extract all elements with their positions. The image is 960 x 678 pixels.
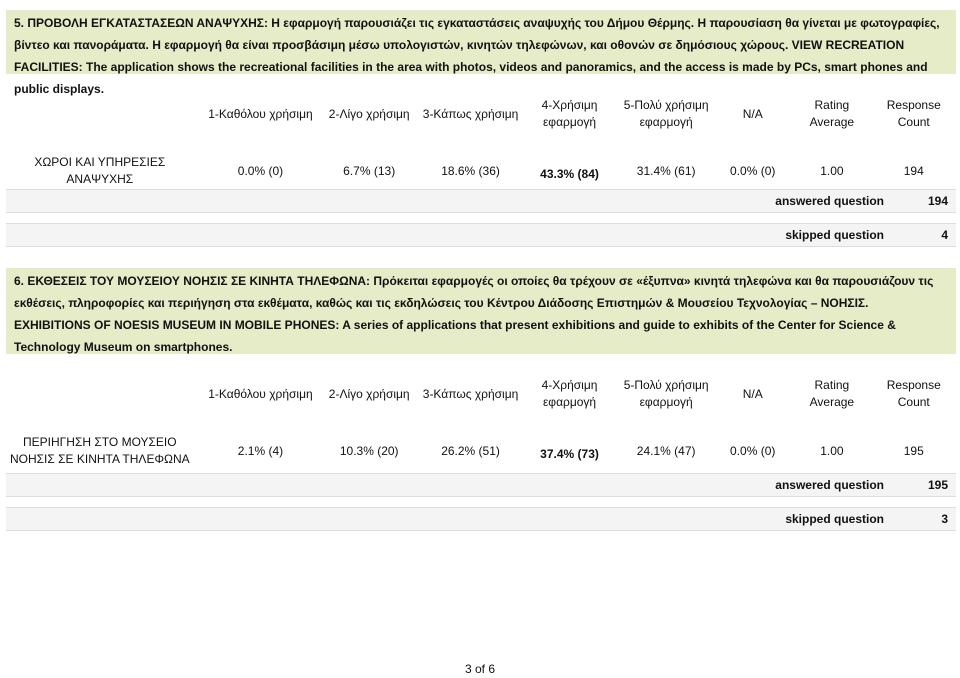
col-header: 5-Πολύ χρήσιμη εφαρμογή (623, 98, 709, 129)
answered-label: answered question (775, 478, 884, 492)
cell-value: 0.0% (0) (713, 424, 792, 479)
question-5-text-en: VIEW RECREATION FACILITIES: The application shows the recreational facilities in the area with photos, videos and panoramics, and the access is made by PCs, smart phones and public displays. (14, 38, 928, 96)
cell-value: 10.3% (20) (317, 424, 421, 479)
answered-count: 194 (927, 194, 948, 208)
col-header: 2-Λίγο χρήσιμη (328, 386, 410, 401)
col-header: 2-Λίγο χρήσιμη (328, 106, 410, 121)
row-label: ΧΩΡΟΙ ΚΑΙ ΥΠΗΡΕΣΙΕΣ ΑΝΑΨΥΧΗΣ (6, 144, 204, 199)
cell-value: 2.1% (4) (204, 424, 318, 479)
skipped-label: skipped question (785, 228, 884, 242)
cell-value: 1.00 (792, 144, 871, 199)
question-6-table (6, 364, 956, 479)
skipped-question-row (6, 223, 956, 247)
cell-value-max: 43.3% (84) (520, 144, 619, 199)
col-header: 5-Πολύ χρήσιμη εφαρμογή (623, 378, 709, 409)
skipped-count: 3 (941, 512, 948, 526)
cell-value: 0.0% (0) (204, 144, 318, 199)
question-5-header (6, 10, 956, 96)
col-header: 3-Κάπως χρήσιμη (422, 386, 519, 401)
skipped-count: 4 (941, 228, 948, 242)
cell-value: 24.1% (47) (619, 424, 713, 479)
cell-value: 31.4% (61) (619, 144, 713, 199)
skipped-label: skipped question (785, 512, 884, 526)
col-header: 4-Χρήσιμη εφαρμογή (541, 98, 598, 129)
col-header: Rating Average (809, 378, 855, 409)
col-header: 1-Καθόλου χρήσιμη (208, 386, 313, 401)
question-6-column-headers (6, 364, 956, 424)
answered-label: answered question (775, 194, 884, 208)
question-5-table (6, 84, 956, 199)
cell-value: 195 (872, 424, 956, 479)
cell-value: 1.00 (792, 424, 871, 479)
col-header: N/A (742, 106, 763, 121)
question-5-column-headers (6, 84, 956, 144)
cell-value: 26.2% (51) (421, 424, 520, 479)
col-header: Rating Average (809, 98, 855, 129)
answered-count: 195 (927, 478, 948, 492)
question-6-header (6, 268, 956, 354)
cell-value-max: 37.4% (73) (520, 424, 619, 479)
cell-value: 6.7% (13) (317, 144, 421, 199)
question-5-text-gr: 5. ΠΡΟΒΟΛΗ ΕΓΚΑΤΑΣΤΑΣΕΩΝ ΑΝΑΨΥΧΗΣ: Η εφαρμογή παρουσιάζει τις εγκαταστάσεις αναψυχής του Δήμου Θέρμης. Η παρουσίαση θα γίνεται με φωτογραφίες, βίντεο και πανοράματα. Η εφαρμογή θα είναι προσβάσιμη μέσω υπολογιστών, κινητών τηλεφώνων, και οθονών σε δημόσιους χώρους. (14, 16, 940, 52)
skipped-question-row (6, 507, 956, 531)
col-header: 1-Καθόλου χρήσιμη (208, 106, 313, 121)
question-6-text-gr: 6. ΕΚΘΕΣΕΙΣ ΤΟΥ ΜΟΥΣΕΙΟΥ ΝΟΗΣΙΣ ΣΕ ΚΙΝΗΤΑ ΤΗΛΕΦΩΝΑ: Πρόκειται εφαρμογές οι οποίες θα τρέχουν σε «έξυπνα» κινητά τηλεφώνα και θα παρουσιάζουν τις εκθέσεις, πληροφορίες και περιήγηση στα εκθέματα, καθώς και τις εκδηλώσεις του Κέντρου Διάδοσης Επιστημών & Μουσείου Τεχνολογίας – ΝΟΗΣΙΣ. (14, 274, 934, 310)
cell-value: 194 (872, 144, 956, 199)
cell-value: 18.6% (36) (421, 144, 520, 199)
col-header: 4-Χρήσιμη εφαρμογή (541, 378, 598, 409)
row-label: ΠΕΡΙΗΓΗΣΗ ΣΤΟ ΜΟΥΣΕΙΟ ΝΟΗΣΙΣ ΣΕ ΚΙΝΗΤΑ ΤΗΛΕΦΩΝΑ (6, 424, 204, 479)
answered-question-row (6, 473, 956, 497)
answered-question-row (6, 189, 956, 213)
page-number: 3 of 6 (464, 662, 496, 676)
col-header: 3-Κάπως χρήσιμη (422, 106, 519, 121)
col-header: Response Count (886, 98, 941, 129)
col-header: Response Count (886, 378, 941, 409)
question-6-text-en: EXHIBITIONS OF NOESIS MUSEUM IN MOBILE PHONES: A series of applications that present exhibitions and guide to exhibits of the Center for Science & Technology Museum on smartphones. (14, 318, 896, 354)
col-header: N/A (742, 386, 763, 401)
table-row (6, 424, 956, 479)
cell-value: 0.0% (0) (713, 144, 792, 199)
